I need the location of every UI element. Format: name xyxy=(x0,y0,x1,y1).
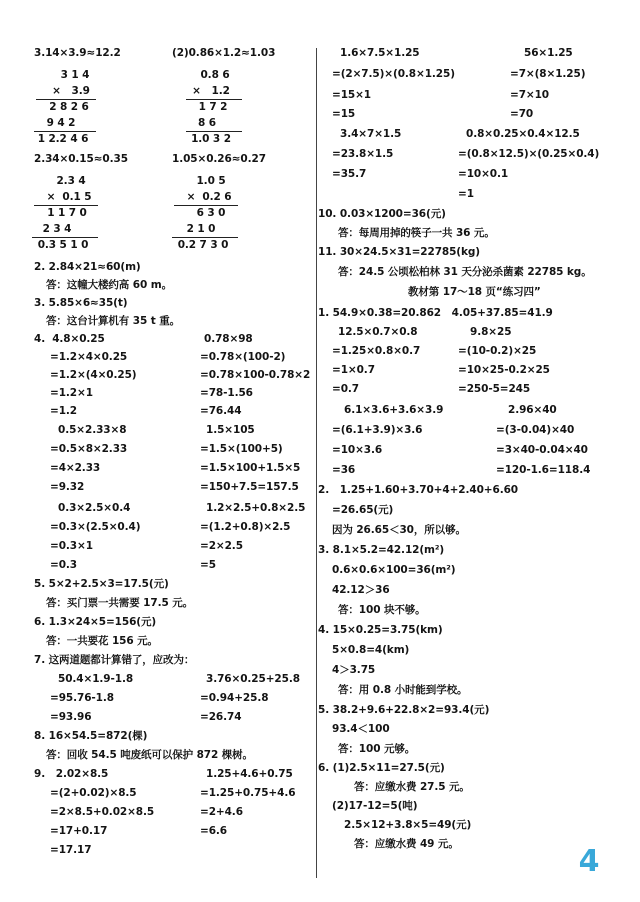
question-line: 3. 5.85×6≈35(t) xyxy=(34,297,128,309)
vertical-calc-digit: 1.0 5 xyxy=(196,175,226,187)
answer-line: 答：买门票一共需要 17.5 元。 xyxy=(46,597,194,609)
calc-line: =35.7 xyxy=(332,168,367,180)
calc-line: =23.8×1.5 xyxy=(332,148,394,160)
calc-line: =2×8.5+0.02×8.5 xyxy=(50,806,155,818)
calc-line: =10×3.6 xyxy=(332,444,383,456)
vertical-calc-digit: 2 3 4 xyxy=(42,223,72,235)
calc-line: 4＞3.75 xyxy=(332,664,376,676)
calc-line: =1.2×4×0.25 xyxy=(50,351,128,363)
calc-line: =0.3 xyxy=(50,559,77,571)
calc-line: =7×10 xyxy=(510,89,550,101)
section-title: 教材第 17～18 页“练习四” xyxy=(408,286,541,298)
question-line: 9. 2.02×8.5 xyxy=(34,768,109,780)
calc-line: =78-1.56 xyxy=(200,387,253,399)
calc-line: 93.4＜100 xyxy=(332,723,390,735)
calc-line: =70 xyxy=(510,108,534,120)
question-line: 2. 2.84×21≈60(m) xyxy=(34,261,141,273)
calc-line: (2)17-12=5(吨) xyxy=(332,800,418,812)
calc-line: =1.2×(4×0.25) xyxy=(50,369,137,381)
calc-line: =(2+0.02)×8.5 xyxy=(50,787,137,799)
question-line: 6. (1)2.5×11=27.5(元) xyxy=(318,762,445,774)
vertical-calc-digit: 2 8 2 6 xyxy=(49,101,89,113)
calc-line: =1 xyxy=(458,188,474,200)
vertical-calc-digit: × 3.9 xyxy=(52,85,90,97)
calc-line: =9.32 xyxy=(50,481,85,493)
vertical-calc-digit: 2 1 0 xyxy=(186,223,216,235)
calc-line: =0.3×(2.5×0.4) xyxy=(50,521,141,533)
calc-line: =1×0.7 xyxy=(332,364,375,376)
calc-line: =2×2.5 xyxy=(200,540,243,552)
vertical-calc-digit: × 0.1 5 xyxy=(46,191,92,203)
question-line: 10. 0.03×1200=36(元) xyxy=(318,208,446,220)
calc-line: 0.78×98 xyxy=(204,333,253,345)
calc-line: 50.4×1.9-1.8 xyxy=(58,673,134,685)
calc-line: 1.6×7.5×1.25 xyxy=(340,47,420,59)
calc-line: 1.2×2.5+0.8×2.5 xyxy=(206,502,306,514)
answer-line: 答：回收 54.5 吨废纸可以保护 872 棵树。 xyxy=(46,749,253,761)
calc-line: =0.7 xyxy=(332,383,359,395)
divider-line xyxy=(34,131,96,132)
divider-line xyxy=(172,237,238,238)
calc-line: =36 xyxy=(332,464,356,476)
calc-line: =(1.2+0.8)×2.5 xyxy=(200,521,291,533)
answer-line: 答：每周用掉的筷子一共 36 元。 xyxy=(338,227,495,239)
divider-line xyxy=(36,99,96,100)
calc-line: =120-1.6=118.4 xyxy=(496,464,591,476)
question-line: 11. 30×24.5×31=22785(kg) xyxy=(318,246,481,258)
calc-line: 0.6×0.6×100=36(m²) xyxy=(332,564,456,576)
calc-line: =6.6 xyxy=(200,825,227,837)
calc-line: =76.44 xyxy=(200,405,242,417)
calc-line: 1.05×0.26≈0.27 xyxy=(172,153,266,165)
calc-line: 因为 26.65＜30，所以够。 xyxy=(332,524,466,536)
vertical-calc-digit: 1 2.2 4 6 xyxy=(37,133,89,145)
divider-line xyxy=(186,99,242,100)
calc-line: =95.76-1.8 xyxy=(50,692,114,704)
question-line: 5. 5×2+2.5×3=17.5(元) xyxy=(34,578,169,590)
question-line: 4. 4.8×0.25 xyxy=(34,333,105,345)
question-line: 4. 15×0.25=3.75(km) xyxy=(318,624,443,636)
question-line: 1. 54.9×0.38=20.862 4.05+37.85=41.9 xyxy=(318,307,553,319)
calc-line: 2.96×40 xyxy=(508,404,557,416)
question-line: 5. 38.2+9.6+22.8×2=93.4(元) xyxy=(318,704,490,716)
vertical-calc-digit: 2.3 4 xyxy=(56,175,86,187)
answer-line: 答：24.5 公顷松柏林 31 天分泌杀菌素 22785 kg。 xyxy=(338,266,592,278)
vertical-calc-digit: 3 1 4 xyxy=(60,69,90,81)
calc-line: =1.25+0.75+4.6 xyxy=(200,787,296,799)
vertical-calc-digit: 0.2 7 3 0 xyxy=(177,239,229,251)
calc-line: =(2×7.5)×(0.8×1.25) xyxy=(332,68,455,80)
calc-line: 1.25+4.6+0.75 xyxy=(206,768,293,780)
question-line: 8. 16×54.5=872(棵) xyxy=(34,730,148,742)
calc-line: =0.5×8×2.33 xyxy=(50,443,128,455)
calc-line: =1.5×(100+5) xyxy=(200,443,283,455)
calc-line: =0.78×100-0.78×2 xyxy=(200,369,311,381)
question-line: 3. 8.1×5.2=42.12(m²) xyxy=(318,544,445,556)
calc-line: =250-5=245 xyxy=(458,383,531,395)
calc-line: (2)0.86×1.2≈1.03 xyxy=(172,47,276,59)
calc-line: 0.8×0.25×0.4×12.5 xyxy=(466,128,580,140)
calc-line: 6.1×3.6+3.6×3.9 xyxy=(344,404,444,416)
calc-line: =15×1 xyxy=(332,89,372,101)
calc-line: 2.5×12+3.8×5=49(元) xyxy=(344,819,472,831)
calc-line: =0.94+25.8 xyxy=(200,692,269,704)
calc-line: =26.74 xyxy=(200,711,242,723)
divider-line xyxy=(32,237,98,238)
vertical-calc-digit: 8 6 xyxy=(198,117,216,129)
calc-line: =2+4.6 xyxy=(200,806,243,818)
answer-line: 答：应缴水费 27.5 元。 xyxy=(354,781,470,793)
calc-line: =3×40-0.04×40 xyxy=(496,444,588,456)
question-line: 6. 1.3×24×5=156(元) xyxy=(34,616,157,628)
calc-line: =15 xyxy=(332,108,356,120)
calc-line: 0.5×2.33×8 xyxy=(58,424,127,436)
vertical-calc-digit: 1.0 3 2 xyxy=(191,133,231,145)
calc-line: =93.96 xyxy=(50,711,92,723)
calc-line: =17+0.17 xyxy=(50,825,108,837)
calc-line: =1.25×0.8×0.7 xyxy=(332,345,421,357)
page-number: 4 xyxy=(578,844,600,879)
calc-line: =1.2 xyxy=(50,405,77,417)
calc-line: =5 xyxy=(200,559,216,571)
calc-line: 2.34×0.15≈0.35 xyxy=(34,153,128,165)
calc-line: =4×2.33 xyxy=(50,462,101,474)
calc-line: 5×0.8=4(km) xyxy=(332,644,410,656)
calc-line: 3.76×0.25+25.8 xyxy=(206,673,300,685)
calc-line: =1.2×1 xyxy=(50,387,93,399)
answer-line: 答：一共要花 156 元。 xyxy=(46,635,158,647)
calc-line: 3.4×7×1.5 xyxy=(340,128,402,140)
question-line: 7. 这两道题都计算错了，应改为： xyxy=(34,654,195,666)
vertical-calc-digit: 0.3 5 1 0 xyxy=(37,239,89,251)
calc-line: =(3-0.04)×40 xyxy=(496,424,575,436)
answer-line: 答：用 0.8 小时能到学校。 xyxy=(338,684,468,696)
calc-line: =0.3×1 xyxy=(50,540,93,552)
calc-line: 56×1.25 xyxy=(524,47,573,59)
calc-line: =1.5×100+1.5×5 xyxy=(200,462,301,474)
calc-line: =7×(8×1.25) xyxy=(510,68,586,80)
calc-line: 42.12＞36 xyxy=(332,584,390,596)
calc-line: 12.5×0.7×0.8 xyxy=(338,326,418,338)
answer-line: 答：这幢大楼约高 60 m。 xyxy=(46,279,172,291)
calc-line: 3.14×3.9≈12.2 xyxy=(34,47,121,59)
answer-line: 答：100 块不够。 xyxy=(338,604,426,616)
vertical-calc-digit: 9 4 2 xyxy=(46,117,76,129)
vertical-calc-digit: 0.8 6 xyxy=(200,69,230,81)
divider-line xyxy=(186,131,242,132)
vertical-calc-digit: × 1.2 xyxy=(192,85,230,97)
vertical-calc-digit: 1 1 7 0 xyxy=(47,207,87,219)
calc-line: =(10-0.2)×25 xyxy=(458,345,537,357)
calc-line: =0.78×(100-2) xyxy=(200,351,286,363)
divider-line xyxy=(34,205,98,206)
calc-line: =26.65(元) xyxy=(332,504,394,516)
calc-line: 0.3×2.5×0.4 xyxy=(58,502,131,514)
vertical-calc-digit: 1 7 2 xyxy=(198,101,228,113)
calc-line: =150+7.5=157.5 xyxy=(200,481,299,493)
vertical-calc-digit: 6 3 0 xyxy=(196,207,226,219)
answer-line: 答：这台计算机有 35 t 重。 xyxy=(46,315,180,327)
calc-line: 1.5×105 xyxy=(206,424,255,436)
answer-line: 答：100 元够。 xyxy=(338,743,416,755)
divider-line xyxy=(174,205,238,206)
calc-line: 9.8×25 xyxy=(470,326,512,338)
calc-line: =(6.1+3.9)×3.6 xyxy=(332,424,423,436)
column-divider xyxy=(316,48,317,878)
calc-line: =17.17 xyxy=(50,844,92,856)
answer-line: 答：应缴水费 49 元。 xyxy=(354,838,459,850)
vertical-calc-digit: × 0.2 6 xyxy=(186,191,232,203)
calc-line: =10×25-0.2×25 xyxy=(458,364,550,376)
calc-line: =(0.8×12.5)×(0.25×0.4) xyxy=(458,148,600,160)
calc-line: =10×0.1 xyxy=(458,168,509,180)
question-line: 2. 1.25+1.60+3.70+4+2.40+6.60 xyxy=(318,484,518,496)
